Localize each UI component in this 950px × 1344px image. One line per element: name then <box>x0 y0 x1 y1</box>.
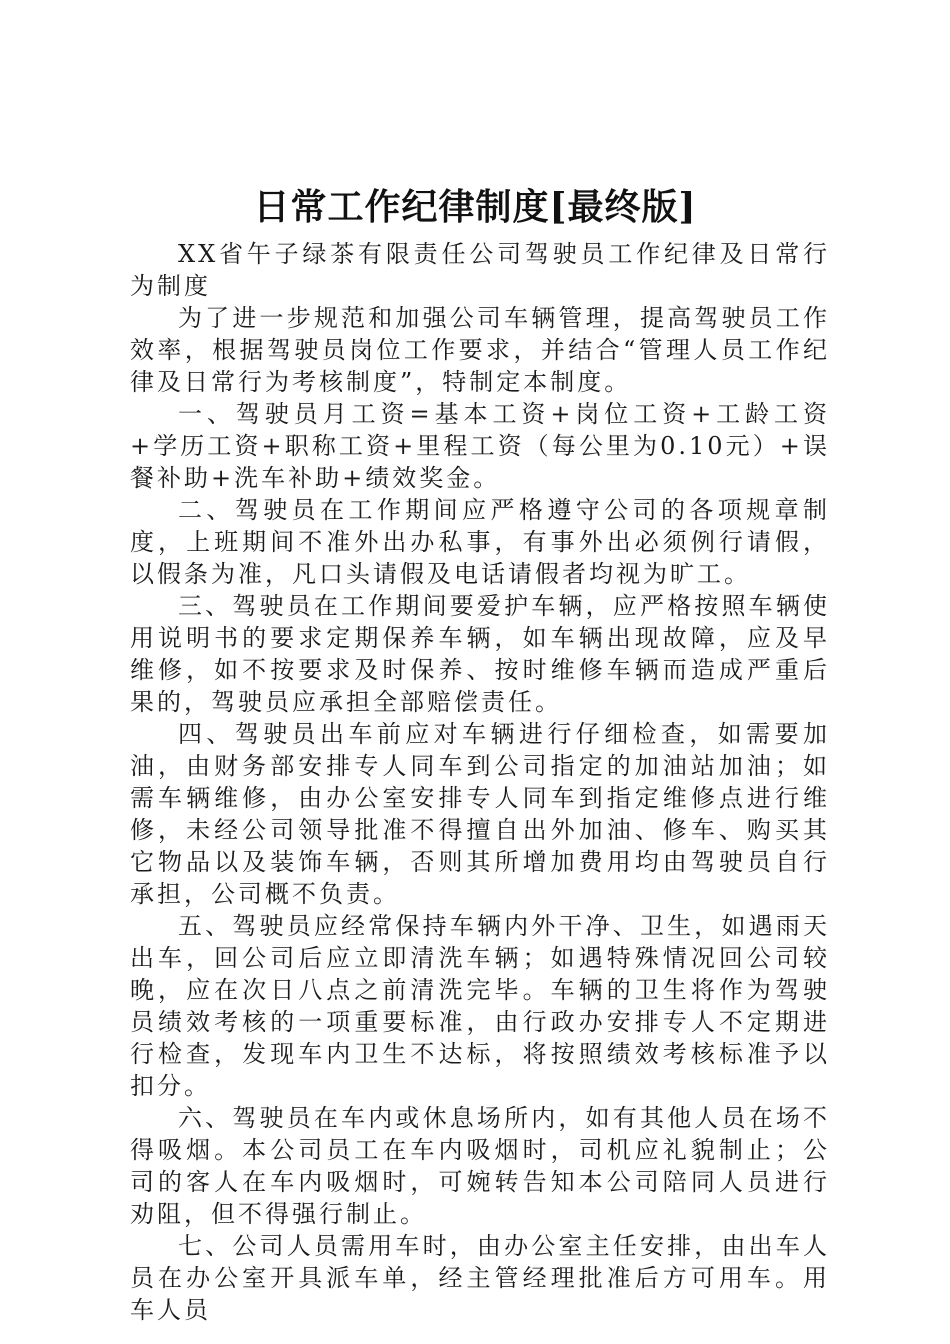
paragraph-clause-2: 二、驾驶员在工作期间应严格遵守公司的各项规章制度，上班期间不准外出办私事，有事外出必须例行请假，以假条为准，凡口头请假及电话请假者均视为旷工。 <box>130 496 830 588</box>
paragraph-clause-7: 七、公司人员需用车时，由办公室主任安排，由出车人员在办公室开具派车单，经主管经理批准后方可用车。用车人员 <box>130 1232 830 1324</box>
paragraph-heading-line: XX省午子绿茶有限责任公司驾驶员工作纪律及日常行为制度 <box>130 240 830 300</box>
paragraph-clause-3: 三、驾驶员在工作期间要爱护车辆，应严格按照车辆使用说明书的要求定期保养车辆，如车辆出现故障，应及早维修，如不按要求及时保养、按时维修车辆而造成严重后果的，驾驶员应承担全部赔偿责任。 <box>130 592 830 716</box>
paragraph-clause-4: 四、驾驶员出车前应对车辆进行仔细检查，如需要加油，由财务部安排专人同车到公司指定的加油站加油；如需车辆维修，由办公室安排专人同车到指定维修点进行维修，未经公司领导批准不得擅自出外加油、修车、购买其它物品以及装饰车辆，否则其所增加费用均由驾驶员自行承担，公司概不负责。 <box>130 720 830 908</box>
document-title: 日常工作纪律制度[最终版] <box>253 186 697 228</box>
paragraph-clause-1: 一、驾驶员月工资=基本工资+岗位工资+工龄工资+学历工资+职称工资+里程工资（每公里为0.10元）+误餐补助+洗车补助+绩效奖金。 <box>130 400 830 492</box>
paragraph-intro: 为了进一步规范和加强公司车辆管理，提高驾驶员工作效率，根据驾驶员岗位工作要求，并结合“管理人员工作纪律及日常行为考核制度”，特制定本制度。 <box>130 304 830 396</box>
document-body <box>130 238 830 1326</box>
paragraph-clause-5: 五、驾驶员应经常保持车辆内外干净、卫生，如遇雨天出车，回公司后应立即清洗车辆；如遇特殊情况回公司较晚，应在次日八点之前清洗完毕。车辆的卫生将作为驾驶员绩效考核的一项重要标准，由行政办安排专人不定期进行检查，发现车内卫生不达标，将按照绩效考核标准予以扣分。 <box>130 912 830 1100</box>
paragraph-clause-6: 六、驾驶员在车内或休息场所内，如有其他人员在场不得吸烟。本公司员工在车内吸烟时，司机应礼貌制止；公司的客人在车内吸烟时，可婉转告知本公司陪同人员进行劝阻，但不得强行制止。 <box>130 1104 830 1228</box>
